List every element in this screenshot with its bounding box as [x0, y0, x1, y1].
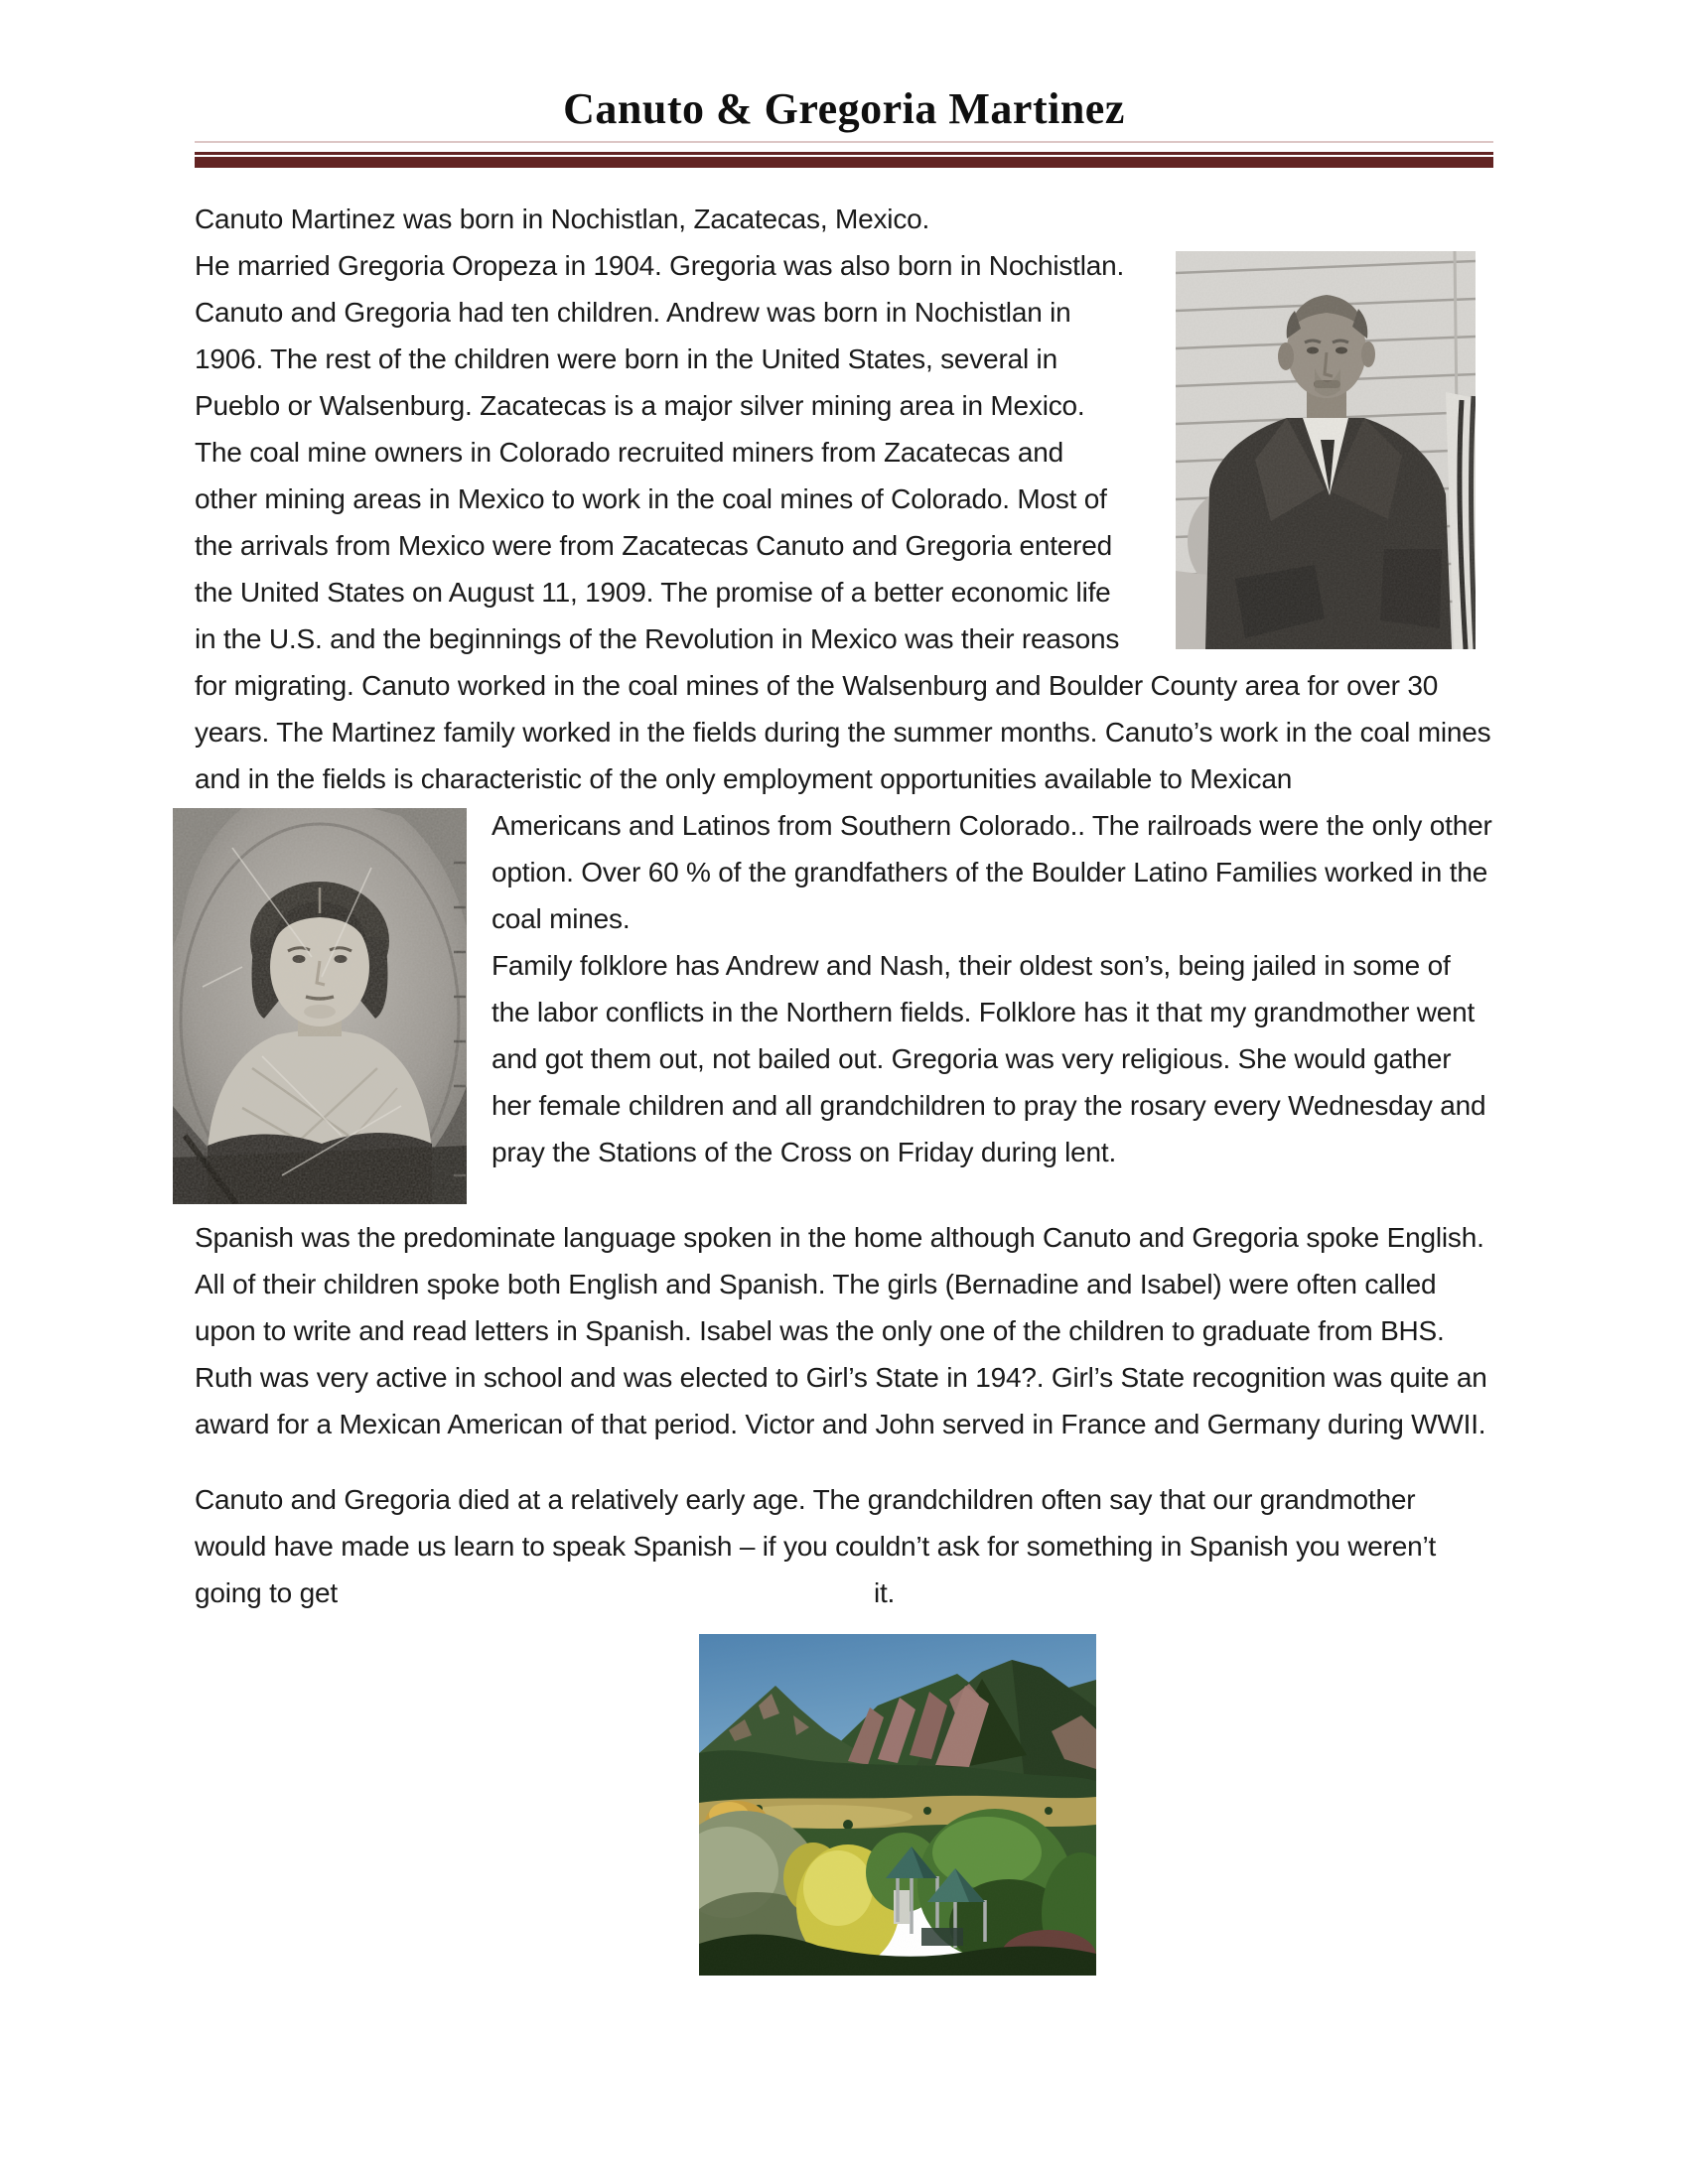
text-wrap-gap: [338, 1601, 874, 1602]
paragraph-intro-continued: [195, 802, 1493, 1175]
intro-body-text: He married Gregoria Oropeza in 1904. Gregoria was also born in Nochistlan. Canuto and Gregoria had ten children. Andrew was born in Nochistlan in 1906. The rest of the children were born in the United States, several in Pueblo or Walsenburg. Zacatecas is a major silver mining area in Mexico. The coal mine owners in Colorado recruited miners from Zacatecas and other mining areas in Mexico to work in the coal mines of Colorado. Most of the arrivals from Mexico were from Zacatecas Canuto and Gregoria entered the United States on August 11, 1909. The promise of a better economic life in the U.S. and the beginnings of the Revolution in Mexico was their reasons for migrating. Canuto worked in the coal mines of the Walsenburg and Boulder County area for over 30 years. The Martinez family worked in the fields during the summer months. Canuto’s work in the coal mines and in the fields is characteristic of the only employment opportunities available to Mexican: [195, 250, 1491, 794]
folklore-text: Family folklore has Andrew and Nash, their oldest son’s, being jailed in some of the labor conflicts in the Northern fields. Folklore has it that my grandmother went and got them out, not bailed out. Gregoria was very religious. She would gather her female children and all grandchildren to pray the rosary every Wednesday and pray the Stations of the Cross on Friday during lent.: [492, 950, 1486, 1167]
paragraph-language: Spanish was the predominate language spoken in the home although Canuto and Gregoria spoke English. All of their children spoke both English and Spanish. The girls (Bernadine and Isabel) were often called upon to write and read letters in Spanish. Isabel was the only one of the children to graduate from BHS. Ruth was very active in school and was elected to Girl’s State in 194?. Girl’s State recognition was quite an award for a Mexican American of that period. Victor and John served in France and Germany during WWII.: [195, 1222, 1487, 1439]
title-rule: [195, 141, 1493, 168]
closing-text-part2: it.: [873, 1577, 896, 1608]
canuto-portrait-photo: [1176, 251, 1476, 649]
intro-continued-text: Americans and Latinos from Southern Colorado.. The railroads were the only other option. Over 60 % of the grandfathers of the Boulder Latino Families worked in the coal mines.: [492, 810, 1492, 934]
document-content: [0, 83, 1688, 1976]
paragraph-intro: [195, 196, 1493, 802]
title-rule-faint-line: [195, 141, 1493, 143]
page-title: Canuto & Gregoria Martinez: [563, 84, 1125, 133]
closing-text-part1: Canuto and Gregoria died at a relatively early age. The grandchildren often say that our grandmother would have made us learn to speak Spanish – if you couldn’t ask for something in Spanish you weren’t going to get: [195, 1484, 1437, 1608]
intro-first-line: Canuto Martinez was born in Nochistlan, Zacatecas, Mexico.: [195, 204, 930, 234]
canuto-photo-illustration: [1176, 251, 1476, 649]
flatirons-photo-illustration: [699, 1634, 1096, 1976]
gregoria-photo-illustration: [173, 808, 467, 1204]
gregoria-portrait-photo: [173, 808, 467, 1204]
title-rule-thin-line: [195, 152, 1493, 155]
paragraph-closing: [195, 1476, 1493, 1616]
title-rule-thick-bar: [195, 157, 1493, 168]
flatirons-photo: [699, 1634, 1096, 1976]
document-body: [195, 196, 1493, 1976]
